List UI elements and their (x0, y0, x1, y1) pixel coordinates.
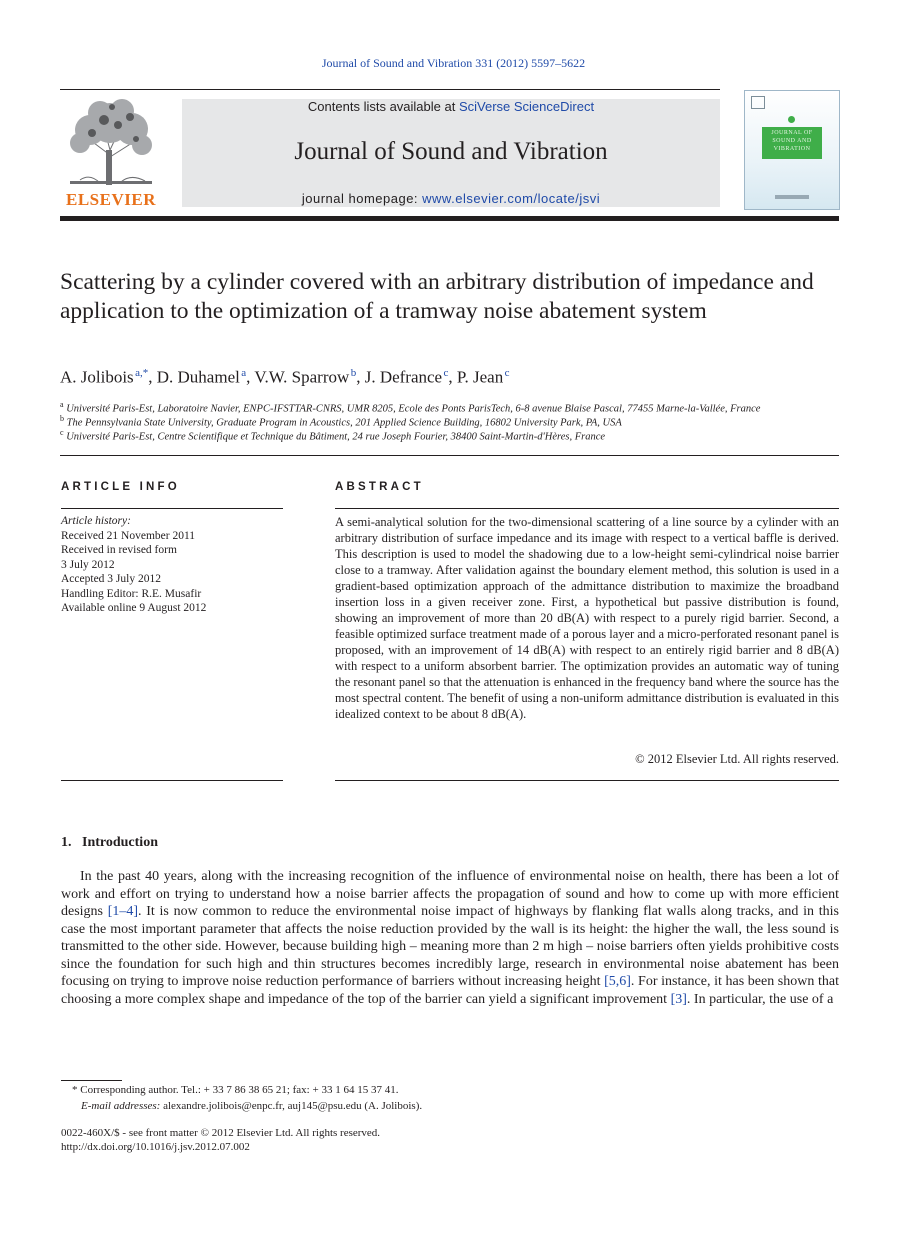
affiliation (60, 400, 850, 415)
journal-title: Journal of Sound and Vibration (294, 138, 608, 165)
author-name: A. Jolibois (60, 367, 134, 387)
cover-title: JOURNAL OF SOUND AND VIBRATION (771, 130, 813, 152)
intro-text: In the past 40 years, along with the increasing recognition of the influence of environmental noise on health, there has been a lot of work and effort on trying to understand how a noise barrier affects the propagation of sound and how to come up with more efficient designs (61, 869, 839, 919)
intro-text: . It is now common to reduce the environmental noise impact of highways by flanking flat walls along tracks, and in this case the most important parameter that affects the noise reduction provided by the wall is its height: the higher the wall, the less sound is transmitted to the other side. However, because building high – meaning more than 2 m high – noise barriers often yields prohibitive costs since the foundation for such high and thin structures becomes incredibly large, research in environmental noise abatement has been focusing on trying to improve noise reduction performance of barriers without increasing height (61, 904, 839, 989)
contents-prefix: Contents lists available at (307, 99, 459, 114)
introduction-paragraph (61, 868, 839, 1008)
article-title: Scattering by a cylinder covered with an arbitrary distribution of impedance and application to the optimization of a tramway noise abatement system (60, 269, 814, 324)
affiliation-marker: c (60, 428, 64, 437)
banner-top-rule (60, 89, 720, 90)
author-list: A. Jolibois $^{a,*}$, D. Duhamel $^a$, V.W. Sparrow $^b$, J. Defrance $^c$, P. Jean $^c$ (60, 367, 510, 387)
affiliation-text: Université Paris-Est, Laboratoire Navier, ENPC-IFSTTAR-CNRS, UMR 8205, Ecole des Ponts ParisTech, 6-8 avenue Blaise Pascal, 77455 Marne-la-Vallée, France (66, 403, 761, 415)
author-name: D. Duhamel (156, 367, 240, 387)
author-name: V.W. Sparrow (254, 367, 350, 387)
reference-link[interactable]: [1–4] (107, 904, 139, 919)
elsevier-wordmark[interactable]: ELSEVIER (66, 190, 156, 209)
affiliation-text: The Pennsylvania State University, Graduate Program in Acoustics, 201 Applied Science Building, 16802 University Park, PA, USA (66, 417, 622, 429)
header-heavy-rule (60, 216, 839, 221)
history-line: 3 July 2012 (61, 558, 115, 571)
divider (60, 455, 839, 456)
author-affiliation-marker[interactable]: a (241, 367, 247, 379)
affiliation (60, 414, 850, 429)
homepage-prefix: journal homepage: (301, 191, 423, 206)
history-line: Received in revised form (61, 544, 177, 556)
history-line: Handling Editor: R.E. Musafir (61, 587, 202, 600)
contents-line (182, 99, 720, 114)
history-line: Available online 9 August 2012 (61, 602, 207, 614)
journal-citation[interactable]: Journal of Sound and Vibration 331 (2012) 5597–5622 (321, 56, 586, 70)
email-note (81, 1100, 861, 1112)
author-affiliation-marker[interactable]: b (350, 367, 357, 379)
reference-link[interactable]: [5,6] (604, 974, 631, 989)
history-line: Received 21 November 2011 (61, 529, 196, 542)
email-addresses[interactable]: alexandre.jolibois@enpc.fr, auj145@psu.edu (A. Jolibois). (160, 1100, 423, 1112)
article-info-heading: ARTICLE INFO (61, 481, 180, 493)
divider (61, 508, 283, 509)
cover-publisher-mark (775, 195, 809, 199)
abstract-heading: ABSTRACT (335, 481, 424, 493)
history-line: Accepted 3 July 2012 (61, 573, 161, 585)
front-matter-note: 0022-460X/$ - see front matter © 2012 Elsevier Ltd. All rights reserved. (61, 1127, 381, 1139)
author-name: J. Defrance (364, 367, 443, 387)
author-affiliation-marker[interactable]: c (443, 367, 449, 379)
intro-text: . In particular, the use of a (686, 991, 834, 1007)
tree-icon (60, 95, 162, 187)
cover-corner-box (751, 96, 765, 109)
reference-link[interactable]: [3] (670, 991, 687, 1007)
author-affiliation-marker[interactable]: c (504, 367, 510, 379)
intro-text: . For instance, it has been shown that choosing a more complex shape and impedance of the top of the barrier can yield a significant improvement (61, 974, 839, 1007)
affiliation-marker: a (60, 400, 64, 409)
abstract-copyright: © 2012 Elsevier Ltd. All rights reserved. (635, 752, 839, 766)
author-name: P. Jean (456, 367, 504, 387)
affiliation (60, 428, 850, 443)
footnote-rule (61, 1080, 122, 1081)
homepage-link[interactable]: www.elsevier.com/locate/jsvi (422, 191, 601, 206)
author-affiliation-marker[interactable]: a,* (135, 367, 149, 379)
divider (61, 780, 283, 781)
article-history (61, 514, 281, 616)
abstract-text: A semi-analytical solution for the two-dimensional scattering of a line source by a cylinder with an arbitrary distribution of surface impedance and its image with respect to a vertical baffle is derived. This description is used to model the shadowing due to a low-height semi-cylindrical noise barrier close to a tramway. After validation against the boundary element method, this solution is used in a gradient-based optimization approach of the admittance distribution to maximize the broadband insertion loss in a given receiver zone. First, a hypothetical but passive distribution is found, showing an improvement of more than 20 dB(A) with respect to a purely rigid barrier. Second, a feasible optimized surface treatment made of a porous layer and a micro-perforated resonant panel is proposed, with an improvement of 14 dB(A) with respect to an entirely rigid barrier and 8 dB(A) with respect to a uniform absorbent barrier. The optimization provides an automatic way of tuning the resonant panel so that the attenuation is enhanced in the frequency band where the source has the most spectral content. The benefit of using a non-uniform admittance distribution is evaluated in this idealized context to be about 8 dB(A). (335, 515, 839, 721)
cover-logo-icon (788, 116, 795, 123)
history-label: Article history: (61, 515, 131, 527)
journal-homepage (182, 191, 720, 206)
doi-link[interactable]: http://dx.doi.org/10.1016/j.jsv.2012.07.002 (61, 1141, 250, 1153)
divider (335, 508, 839, 509)
affiliation-marker: b (60, 414, 64, 423)
email-label: E-mail addresses: (81, 1100, 161, 1112)
section-heading-introduction: 1. Introduction (61, 835, 158, 850)
divider (335, 780, 839, 781)
journal-cover-thumbnail[interactable] (744, 90, 840, 210)
affiliation-text: Université Paris-Est, Centre Scientifique et Technique du Bâtiment, 24 rue Joseph Fourier, 38400 Saint-Martin-d'Hères, France (66, 431, 606, 443)
corresponding-author-note: * Corresponding author. Tel.: + 33 7 86 38 65 21; fax: + 33 1 64 15 37 41. (72, 1084, 399, 1096)
sciencedirect-link[interactable]: SciVerse ScienceDirect (458, 99, 595, 114)
